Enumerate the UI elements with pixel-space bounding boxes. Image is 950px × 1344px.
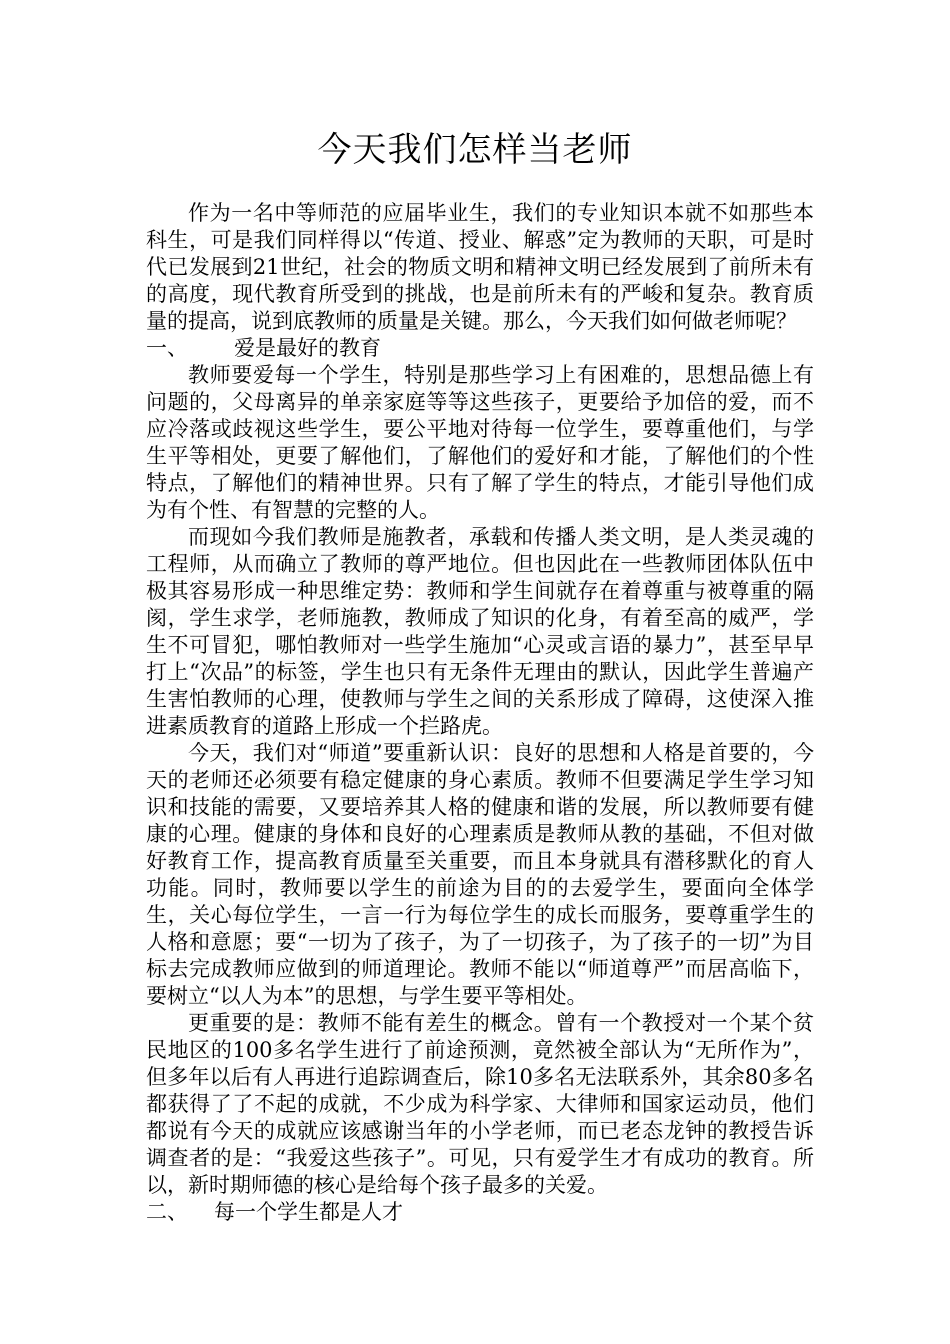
section1-paragraph-3: 今天，我们对“师道”要重新认识：良好的思想和人格是首要的，今天的老师还必须要有稳定健康的身心素质。教师不但要满足学生学习知识和技能的需要，又要培养其人格的健康和谐的发展，所以教师要有健康的心理。健康的身体和良好的心理素质是教师从教的基础，不但对做好教育工作，提高教育质量至关重要，而且本身就具有潜移默化的育人功能。同时，教师要以学生的前途为目的的去爱学生，要面向全体学生，关心每位学生，一言一行为每位学生的成长而服务，要尊重学生的人格和意愿；要“一切为了孩子，为了一切孩子，为了孩子的一切”为目标去完成教师应做到的师道理论。教师不能以“师道尊严”而居高临下，要树立“以人为本”的思想，与学生要平等相处。	[146, 741, 814, 1008]
section-title-2: 每一个学生都是人才	[214, 1200, 403, 1224]
document-body	[146, 200, 814, 1226]
section-number-1: 一、	[146, 336, 188, 360]
section1-paragraph-1: 教师要爱每一个学生，特别是那些学习上有困难的，思想品德上有问题的，父母离异的单亲家庭等等这些孩子，更要给予加倍的爱，而不应冷落或歧视这些学生，要公平地对待每一位学生，要尊重他们，与学生平等相处，更要了解他们，了解他们的爱好和才能，了解他们的个性特点，了解他们的精神世界。只有了解了学生的特点，才能引导他们成为有个性、有智慧的完整的人。	[146, 363, 814, 522]
document-title: 今天我们怎样当老师	[317, 130, 633, 170]
intro-paragraph: 作为一名中等师范的应届毕业生，我们的专业知识本就不如那些本科生，可是我们同样得以“传道、授业、解惑”定为教师的天职，可是时代已发展到21世纪，社会的物质文明和精神文明已经发展到了前所未有的高度，现代教育所受到的挑战，也是前所未有的严峻和复杂。教育质量的提高，说到底教师的质量是关键。那么，今天我们如何做老师呢？	[146, 201, 814, 333]
section-number-2: 二、	[146, 1200, 188, 1224]
section-title-1: 爱是最好的教育	[234, 336, 381, 360]
section1-paragraph-2: 而现如今我们教师是施教者，承载和传播人类文明，是人类灵魂的工程师，从而确立了教师的尊严地位。但也因此在一些教师团体队伍中极其容易形成一种思维定势：教师和学生间就存在着尊重与被尊重的隔阂，学生求学，老师施教，教师成了知识的化身，有着至高的威严，学生不可冒犯，哪怕教师对一些学生施加“心灵或言语的暴力”，甚至早早打上“次品”的标签，学生也只有无条件无理由的默认，因此学生普遍产生害怕教师的心理，使教师与学生之间的关系形成了障碍，这使深入推进素质教育的道路上形成一个拦路虎。	[146, 525, 814, 738]
section-heading-1	[146, 335, 814, 362]
section1-paragraph-4: 更重要的是：教师不能有差生的概念。曾有一个教授对一个某个贫民地区的100多名学生进行了前途预测，竟然被全部认为“无所作为”，但多年以后有人再进行追踪调查后，除10多名无法联系外，其余80多名都获得了了不起的成就，不少成为科学家、大律师和国家运动员，他们都说有今天的成就应该感谢当年的小学老师，而已老态龙钟的教授告诉调查者的是：“我爱这些孩子”。可见，只有爱学生才有成功的教育。所以，新时期师德的核心是给每个孩子最多的关爱。	[146, 1011, 814, 1197]
section-heading-2	[146, 1199, 814, 1226]
